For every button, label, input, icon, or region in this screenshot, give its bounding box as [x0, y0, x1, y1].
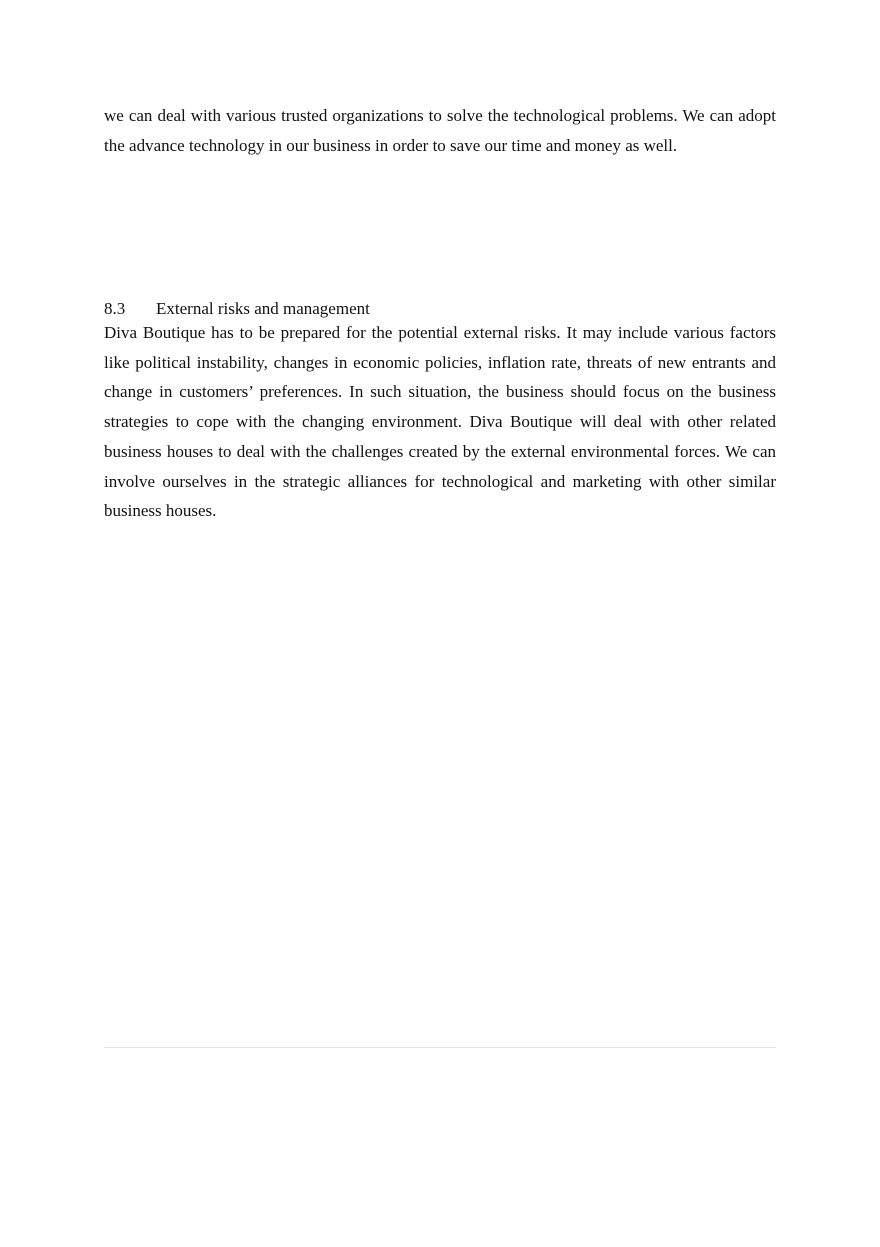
footer-divider [104, 1047, 776, 1048]
intro-paragraph: we can deal with various trusted organizations to solve the technological problems. We can adopt the advance technology in our business in order to save our time and money as well. [104, 106, 776, 155]
section-body-paragraph: Diva Boutique has to be prepared for the potential external risks. It may include various factors like political instability, changes in economic policies, inflation rate, threats of new entrants and change in customers’ preferences. In such situation, the business should focus on the business strategies to cope with the changing environment. Diva Boutique will deal with other related business houses to deal with the challenges created by the external environmental forces. We can involve ourselves in the strategic alliances for technological and marketing with other similar business houses. [104, 323, 776, 521]
section-number: 8.3 [104, 299, 126, 318]
section-title: External risks and management [156, 299, 370, 318]
